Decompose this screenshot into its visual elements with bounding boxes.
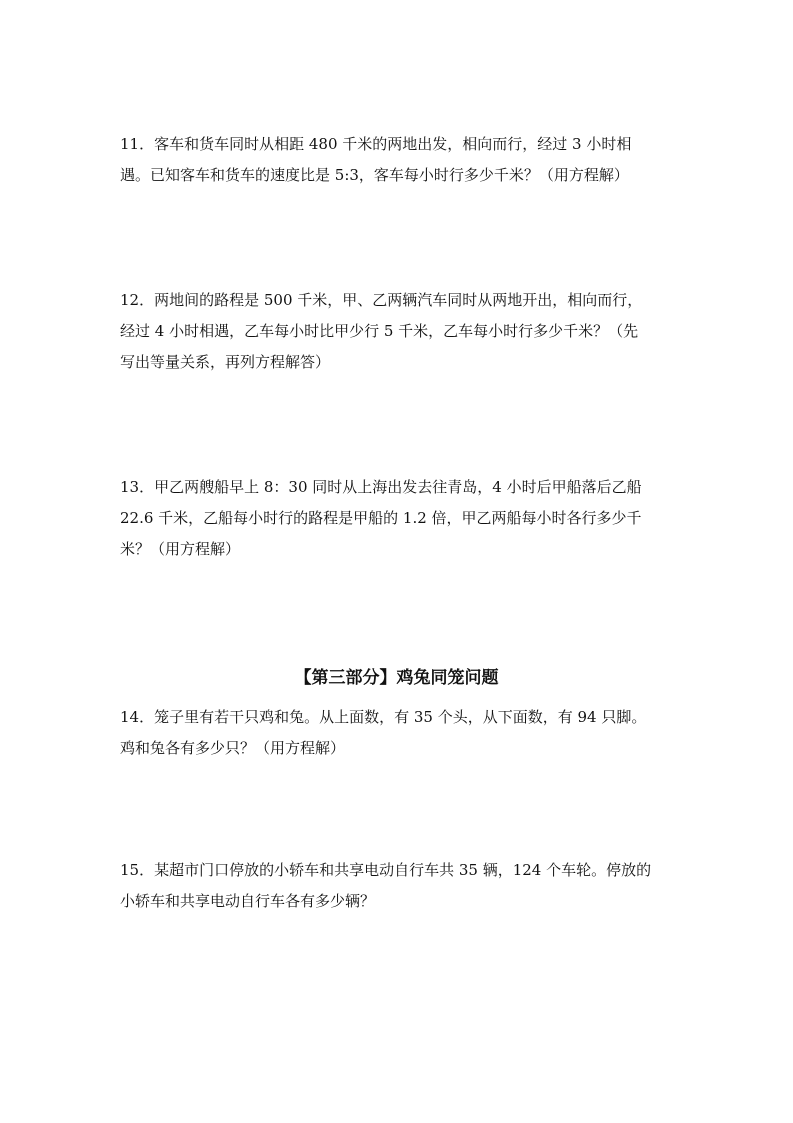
- problem-11: [120, 129, 680, 191]
- problem-text-line: 12．两地间的路程是 500 千米，甲、乙两辆汽车同时从两地开出，相向而行，: [120, 291, 643, 309]
- problem-text-line: 鸡和兔各有多少只？（用方程解）: [120, 739, 346, 757]
- problem-text-line: 米？（用方程解）: [120, 540, 241, 558]
- problem-14: [120, 702, 680, 764]
- problem-text-line: 写出等量关系，再列方程解答）: [120, 353, 331, 371]
- section-heading: 【第三部分】鸡兔同笼问题: [294, 668, 499, 688]
- problem-13: [120, 472, 680, 565]
- problem-text-line: 13．甲乙两艘船早上 8：30 同时从上海出发去往青岛，4 小时后甲船落后乙船: [120, 478, 642, 496]
- problem-12: [120, 285, 680, 378]
- problem-text-line: 遇。已知客车和货车的速度比是 5:3，客车每小时行多少千米？（用方程解）: [120, 166, 629, 184]
- problem-text-line: 经过 4 小时相遇，乙车每小时比甲少行 5 千米，乙车每小时行多少千米？（先: [120, 322, 639, 340]
- problem-15: [120, 855, 680, 917]
- problem-text-line: 小轿车和共享电动自行车各有多少辆？: [120, 892, 376, 910]
- problem-text-line: 11．客车和货车同时从相距 480 千米的两地出发，相向而行，经过 3 小时相: [120, 135, 632, 153]
- problem-text-line: 15．某超市门口停放的小轿车和共享电动自行车共 35 辆，124 个车轮。停放的: [120, 861, 652, 879]
- problem-text-line: 14．笼子里有若干只鸡和兔。从上面数，有 35 个头，从下面数，有 94 只脚。: [120, 708, 647, 726]
- problem-text-line: 22.6 千米，乙船每小时行的路程是甲船的 1.2 倍，甲乙两船每小时各行多少千: [120, 509, 642, 527]
